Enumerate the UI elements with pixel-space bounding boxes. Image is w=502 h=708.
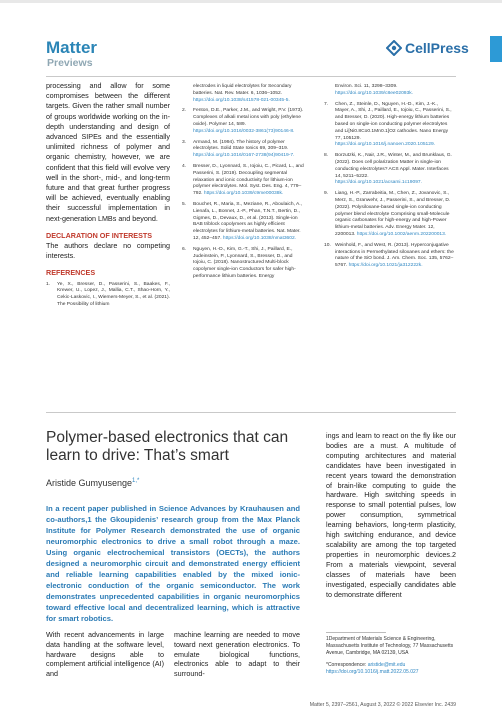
footer-citation: Matter 5, 2397–2561, August 3, 2022 © 2022 Elsevier Inc. 2439 (309, 702, 456, 708)
reference-text: Chen, Z., Steinle, D., Nguyen, H.-D., Kim, J.-K., Mayer, A., Shi, J., Paillard, E., Iojoiu, C., Passerini, S., and Bresser, D. (2020). High-energy lithium batteries based on single-ion conducting polymer electrolytes and Li[Ni0.8Co0.1Mn0.1]O2 cathodes. Nano Energy 77, 105129. (335, 101, 452, 141)
reference-item (324, 153, 454, 187)
reference-body (193, 140, 306, 160)
article-abstract: In a recent paper published in Science Advances by Krauhausen and co-authors,1 the Gkoupidenis’ research group from the Max Planck Institute for Polymer Research demonstrated the use of organic neuromorphic electronics to drive a small robot through a maze. Using organic electrochemical transistors (OECTs), the authors designed a neuromorphic circuit and demonstrated energy efficient and reliable learning capabilities enabled by the mixed ionic-electronic conduction of the organic semiconductor. The work demonstrates unprecedented capabilities in organic neuromorphics toward effective local and decentralized learning, which is attractive for smart robotics. (46, 504, 300, 623)
reference-doi-link[interactable]: https://doi.org/10.1021/ja312222k. (348, 263, 423, 269)
right-references (324, 84, 454, 274)
reference-body (193, 247, 306, 281)
reference-text: Fenton, D.E., Parker, J.M., and Wright, P.V. (1973). Complexes of alkali metal ions with poly (ethylene oxide). Polymer 14, 589. (193, 108, 304, 127)
reference-doi-link[interactable]: https://doi.org/10.1038/s41578-021-00345-5. (193, 97, 290, 103)
reference-number (182, 84, 193, 104)
reference-body (193, 164, 306, 198)
reference-doi-link[interactable]: https://doi.org/10.1016/0167-2738(94)90419-7. (193, 153, 295, 159)
body-text-left: With recent advancements in large data handling at the software level, hardware designs able to complement artificial intelligence (AI) and (46, 630, 164, 679)
reference-item (182, 247, 306, 281)
reference-item (182, 202, 306, 243)
top-bar (0, 0, 502, 3)
reference-number: 2. (182, 108, 187, 114)
reference-number: 9. (324, 191, 329, 197)
reference-number: 8. (324, 153, 329, 159)
reference-item (182, 164, 306, 198)
reference-number: 10. (324, 242, 331, 248)
reference-text: Bouchet, R., Maria, S., Meziane, R., Aboulaich, A., Lienafa, L., Bonnet, J.-P., Phan, T.N.T., Bertin, D., Gigmes, D., Devaux, D., et al. (2013). Single-ion BAB triblock copolymers as highly efficient electrolytes for lithium-metal batteries. Nat. Mater. 12, 452–457. (193, 201, 303, 241)
affiliation-divider (326, 632, 386, 633)
reference-list-start (46, 282, 170, 309)
reference-body (335, 102, 454, 150)
publisher-logo (386, 40, 469, 56)
references-heading: REFERENCES (46, 268, 96, 278)
reference-doi-link[interactable]: https://doi.org/10.1039/c9me00038k. (203, 191, 284, 197)
reference-item (182, 140, 306, 160)
publisher-name: CellPress (405, 40, 469, 56)
reference-text: Environ. Sci. 11, 3298–3309. (335, 84, 398, 89)
reference-number: 6. (182, 246, 187, 252)
article-title: Polymer-based electronics that can learn to drive: That’s smart (46, 429, 289, 464)
reference-item (182, 108, 306, 135)
left-column (46, 81, 170, 313)
reference-number: 4. (182, 163, 187, 169)
correspondence-email[interactable]: aristide@mit.edu (367, 662, 406, 668)
reference-item: 1. Ye, X., Bresser, D., Passerini, S., Baakes, F., Krewer, U., Lopez, J., Mallia, C.T., Shao-Horn, Y., Cekic-Laskovic, I., Wiemers-Meyer, S., et al. (2021). The Possibility of lithium (46, 281, 170, 308)
body-text-middle: machine learning are needed to move toward next generation electronics. To emulate biological functions, electronics able to adapt to their surround- (174, 630, 300, 679)
reference-item (324, 243, 454, 270)
section-name: Previews (47, 57, 93, 69)
article-doi[interactable]: https://doi.org/10.1016/j.matt.2022.05.027 (326, 669, 419, 675)
reference-number (324, 84, 335, 98)
reference-body (335, 153, 454, 187)
reference-body (193, 84, 306, 104)
article-divider (46, 412, 456, 413)
reference-text: Liang, H.-P., Zarrabeitia, M., Chen, Z., Jovanovic, S., Merz, S., Granwehr, J., Passerini, S., and Bresser, D. (2022). Polysiloxane-based single-ion conducting polymer blend electrolyte Comprising small-Molecule organic carbonates for high-energy and high-Power lithium-metal batteries. Adv. Energy Mater. 12, 2200013. (335, 191, 451, 237)
reference-doi-link[interactable]: https://doi.org/10.1038/nmat3602. (222, 235, 297, 241)
reference-body (193, 202, 306, 243)
correspondence (326, 662, 456, 676)
reference-text: Nguyen, H.-D., Kim, G.-T., Shi, J., Paillard, E., Judeinstein, P., Lyonnard, S., Bresser, D., and Iojoiu, C. (2018). Nanostructured Multi-block copolymer single-ion Conductors for safer high-performance lithium batteries. Energy (193, 246, 296, 279)
cellpress-logo-icon (386, 40, 402, 56)
reference-text: Bresser, D., Lyonnard, S., Iojoiu, C., Picard, L., and Passerini, S. (2019). Decoupling segmental relaxation and ionic conductivity for lithium-ion polymer electrolytes. Mol. Syst. Des. Eng. 4, 779–792. (193, 163, 304, 197)
closing-paragraph: processing and allow for some compromises between the different targets. Given the rather small number of groups worldwide working on the in-depth understanding and design of advanced SIPEs and the essentially unlimited richness of polymer and organic chemistry, however, we are confident that this field will evolve very well in the short-, mid-, and long-term future and that great further progress will be achieved, eventually enabling their successful implementation in next-generation LMBs and beyond. (46, 81, 170, 223)
reference-item (324, 191, 454, 239)
middle-references (182, 84, 306, 285)
reference-body (335, 243, 454, 270)
reference-doi-link[interactable]: https://doi.org/10.1016/j.nanoen.2020.105129. (335, 142, 436, 148)
author-name: Aristide Gumyusenge (46, 478, 133, 488)
author-mark: 1,* (132, 478, 140, 484)
declaration-heading: DECLARATION OF INTERESTS (46, 230, 153, 240)
reference-body (193, 108, 306, 135)
body-text-right: ings and learn to react on the fly like our bodies are a must. A multitude of computing architectures and material candidates have been investigated in recent years toward the demonstration of brain-like computing to guide the hardware. High switching speeds in response to small potential pulses, low power consumption, symmetrical learning behaviors, long-term plasticity, high switching endurance, and device scalability are among the top targeted properties in neuromorphic devices.2 From a materials viewpoint, several classes of materials have been investigated, especially candidates able to demonstrate different (326, 431, 456, 599)
article-author (46, 478, 139, 488)
reference-text: electrodes in liquid electrolytes for Secondary batteries. Nat. Rev. Mater. 6, 1036–1052. (193, 84, 292, 96)
journal-name: Matter (46, 38, 98, 57)
header-divider (46, 76, 456, 77)
reference-number: 3. (182, 139, 187, 145)
reference-text: Borzutzki, K., Nair, J.R., Winter, M., and Brunklaus, G. (2022). Does cell polarization Matter in single-ion conducting electrolytes? ACS Appl. Mater. Interfaces 14, 5211–5222. (335, 153, 452, 179)
reference-text: Armand, M. (1994). The history of polymer electrolytes. Solid State Ionics 69, 309–319. (193, 139, 289, 152)
page-edge-tab (490, 36, 502, 62)
correspondence-label: *Correspondence: (326, 662, 367, 668)
declaration-text: The authors declare no competing interests. (46, 241, 170, 261)
reference-item (324, 102, 454, 150)
page-footer (46, 702, 456, 708)
reference-item (182, 84, 306, 104)
reference-doi-link[interactable]: https://doi.org/10.1002/aenm.202200013. (356, 231, 447, 237)
reference-doi-link[interactable]: https://doi.org/10.1016/0032-3861(73)90146-8. (193, 128, 295, 134)
reference-number: 5. (182, 201, 187, 207)
reference-number: 7. (324, 101, 329, 107)
reference-text: Weinhold, F., and West, R. (2013). Hyperconjugative interactions in Permethylated siloxanes and ethers: the nature of the SiO bond. J. Am. Chem. Soc. 135, 5762–5767. (335, 242, 454, 269)
reference-item (324, 84, 454, 98)
reference-doi-link[interactable]: https://doi.org/10.1039/c8ee02093k. (335, 90, 414, 96)
reference-body (335, 84, 454, 98)
reference-text: Ye, X., Bresser, D., Passerini, S., Baakes, F., Krewer, U., Lopez, J., Mallia, C.T., Shao-Horn, Y., Cekic-Laskovic, I., Wiemers-Meyer, S., et al. (2021). The Possibility of lithium (57, 281, 170, 308)
author-affiliation: 1Department of Materials Science & Engineering, Massachusetts Institute of Technology, 77 Massachusetts Avenue, Cambridge, MA 02139, USA (326, 636, 454, 656)
reference-doi-link[interactable]: https://doi.org/10.1021/acsami.1c19097. (335, 180, 423, 186)
reference-body (335, 191, 454, 239)
